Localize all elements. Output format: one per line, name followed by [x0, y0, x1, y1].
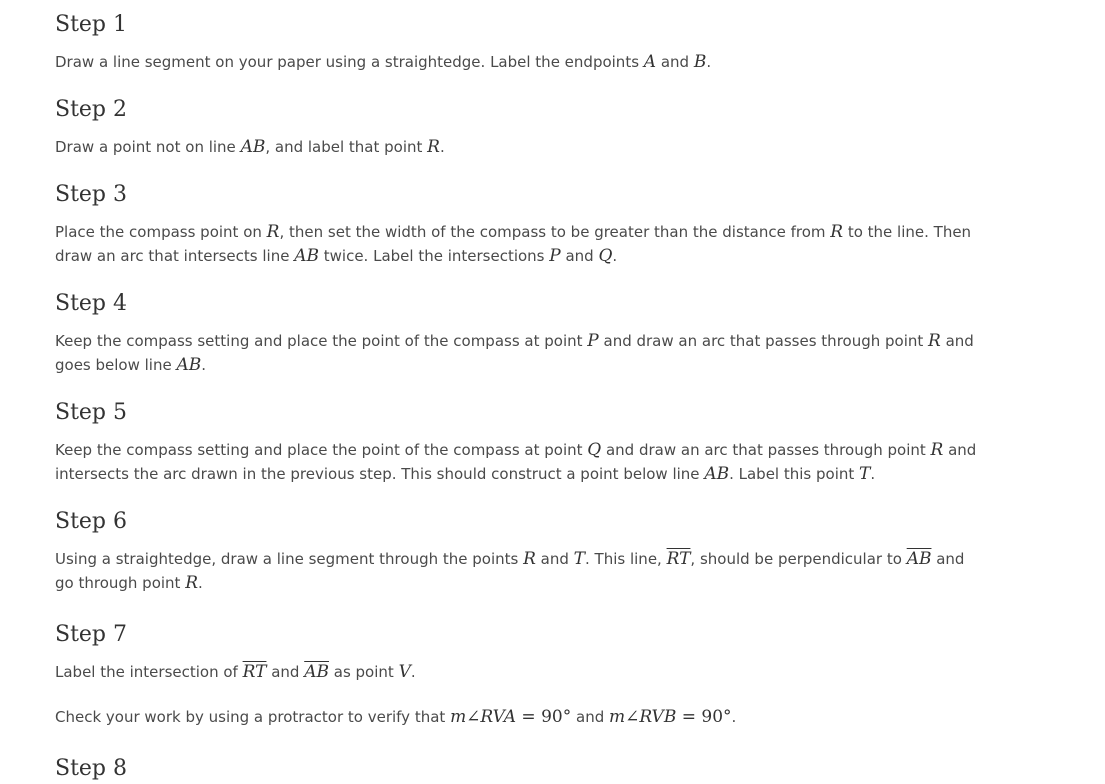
step-title: Step 5 — [55, 400, 128, 425]
step-text: Draw a line segment on your paper using a straightedge. Label the endpoints A and B. — [55, 52, 712, 72]
step-5 — [55, 398, 985, 486]
step-4 — [55, 289, 985, 377]
step-text: Place the compass point on R, then set the width of the compass to be greater than the distance from R to the line. Then draw an arc that intersects line AB twice. Label the intersections P and Q. — [55, 222, 972, 266]
step-3 — [55, 180, 985, 268]
step-6 — [55, 507, 985, 595]
step-title: Step 8 — [55, 756, 128, 781]
check-text: Check your work by using a protractor to verify that m∠RVA = 90° and m∠RVB = 90°. — [55, 707, 737, 727]
step-text: Keep the compass setting and place the point of the compass at point Q and draw an arc that passes through point R and intersects the arc drawn in the previous step. This should construct a point below line AB. Label this point T. — [55, 440, 977, 484]
step-title: Step 2 — [55, 97, 128, 122]
step-2 — [55, 95, 985, 159]
step-title: Step 7 — [55, 622, 128, 647]
step-text: Keep the compass setting and place the point of the compass at point P and draw an arc that passes through point R and goes below line AB. — [55, 331, 974, 375]
step-title: Step 6 — [55, 509, 128, 534]
step-text: Label the intersection of $\overline{RT}$ and $\overline{AB}$ as point V. — [55, 662, 416, 682]
step-text: Using a straightedge, draw a line segment through the points R and T. This line, $\overline{RT}$, should be perpendicular to $\overline{AB}$ and go through point R. — [55, 549, 965, 593]
step-8-partial — [55, 754, 127, 784]
step-text: Draw a point not on line AB, and label that point R. — [55, 137, 445, 157]
step-title: Step 4 — [55, 291, 128, 316]
step-7 — [55, 620, 985, 729]
step-title: Step 1 — [55, 12, 128, 37]
step-1 — [55, 10, 985, 74]
step-title: Step 3 — [55, 182, 128, 207]
